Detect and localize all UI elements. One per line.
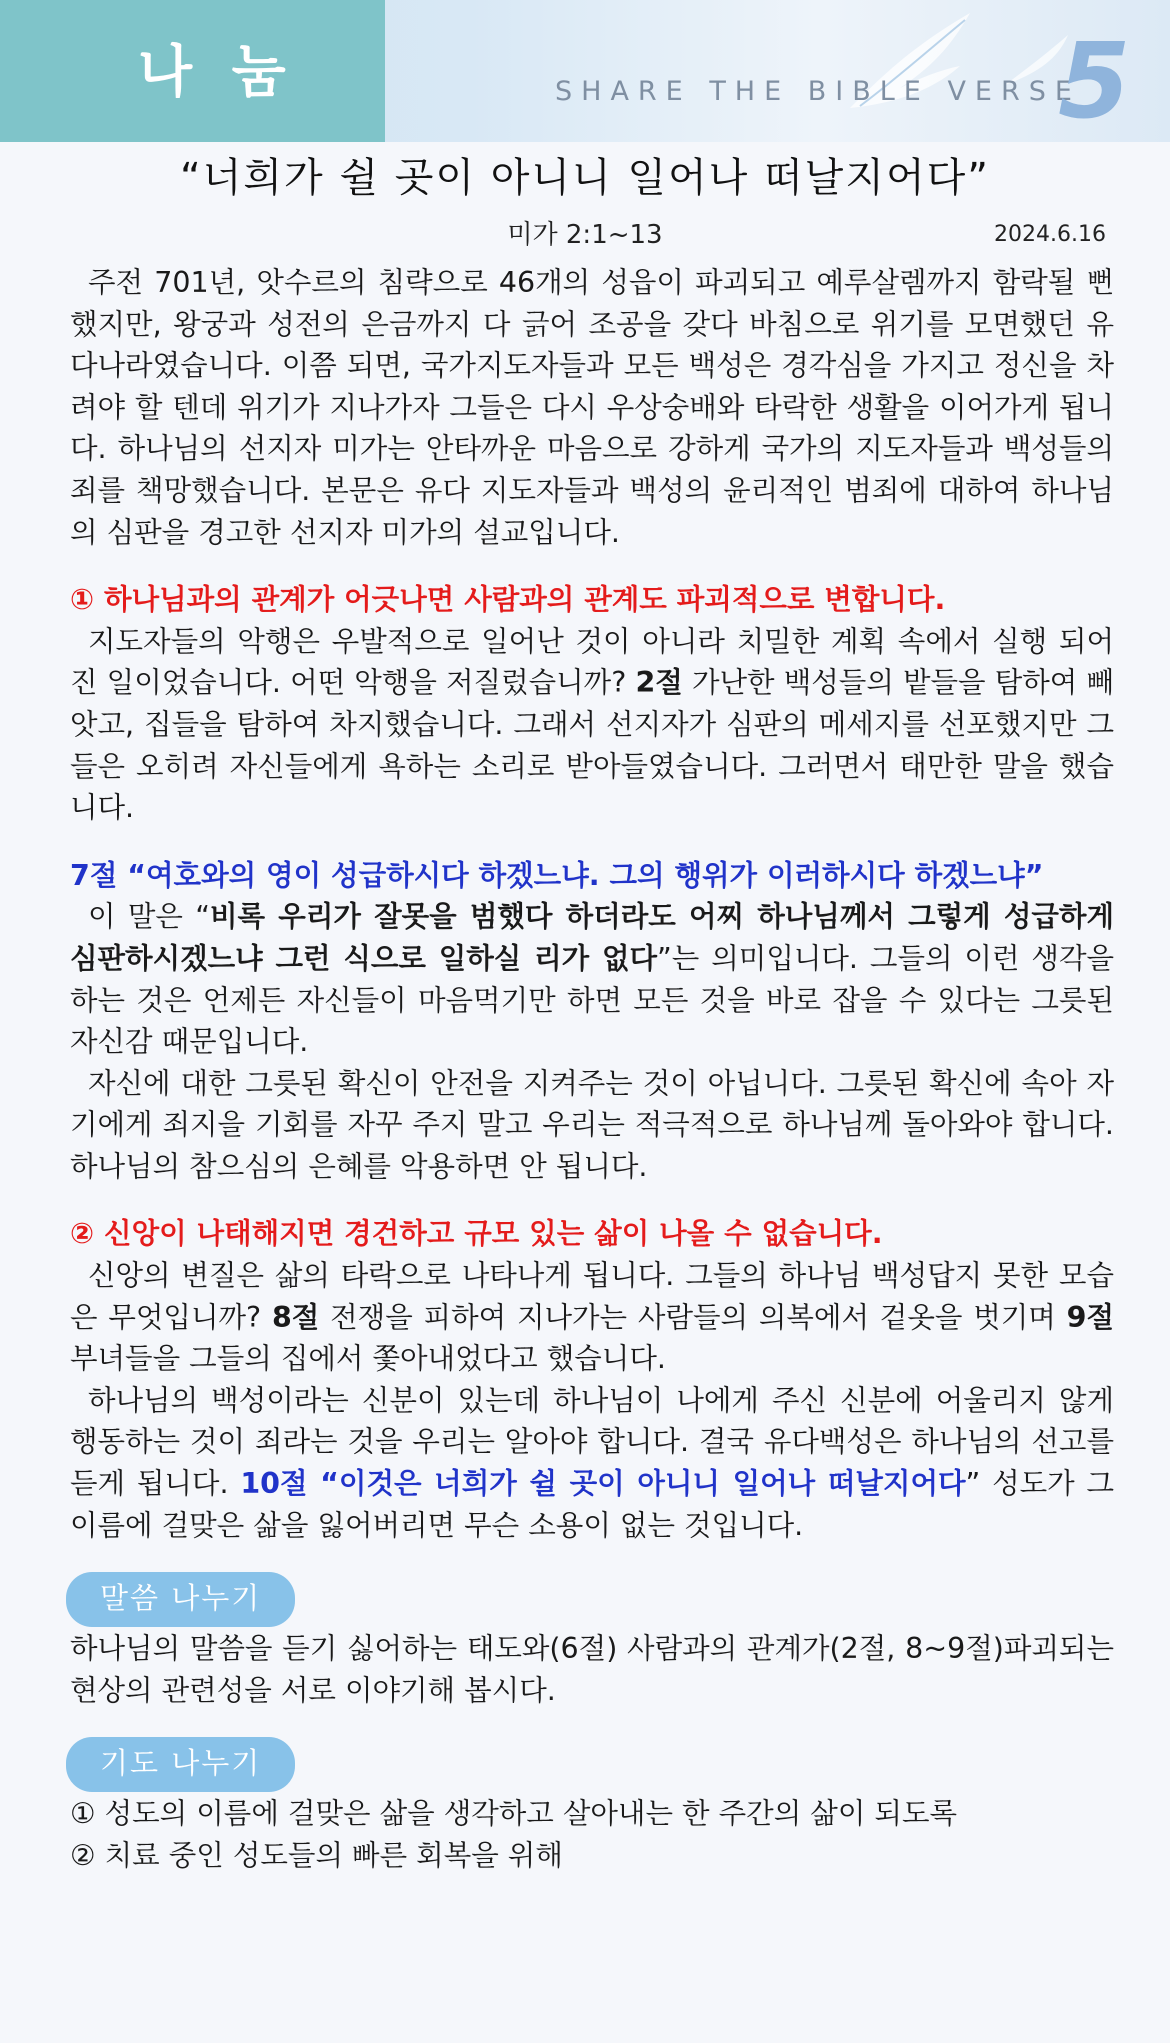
- section1-quote: 7절 “여호와의 영이 성급하시다 하겠느냐. 그의 행위가 이러하시다 하겠느냐”: [70, 858, 1044, 892]
- prayer-item: ① 성도의 이름에 걸맞은 삶을 생각하고 살아내는 한 주간의 삶이 되도록: [70, 1797, 958, 1831]
- page-header: [0, 0, 1170, 142]
- header-title: 나 눔: [138, 40, 296, 105]
- section1-heading: ① 하나님과의 관계가 어긋나면 사람과의 관계도 파괴적으로 변합니다.: [70, 583, 946, 617]
- section2-paragraph1: 신앙의 변질은 삶의 타락으로 나타나게 됩니다. 그들의 하나님 백성답지 못한 모습은 무엇입니까? 8절 전쟁을 피하여 지나가는 사람들의 의복에서 겉옷을 벗기며 9절 부녀들을 그들의 집에서 쫓아내었다고 했습니다.: [70, 1259, 1114, 1376]
- section2-paragraph2: 하나님의 백성이라는 신분이 있는데 하나님이 나에게 주신 신분에 어울리지 않게 행동하는 것이 죄라는 것을 우리는 알아야 합니다. 결국 유다백성은 하나님의 선고를 듣게 됩니다. 10절 “이것은 너희가 쉴 곳이 아니니 일어나 떠날지어다” 성도가 그 이름에 걸맞은 삶을 잃어버리면 무슨 소용이 없는 것입니다.: [70, 1383, 1115, 1542]
- header-number: 5: [1058, 20, 1131, 142]
- prayer-share-label: 기도 나누기: [66, 1737, 295, 1792]
- section1-paragraph1: 지도자들의 악행은 우발적으로 일어난 것이 아니라 치밀한 계획 속에서 실행 되어진 일이었습니다. 어떤 악행을 저질렀습니까? 2절 가난한 백성들의 밭들을 탐하여 빼앗고, 집들을 탐하여 차지했습니다. 그래서 선지자가 심판의 메세지를 선포했지만 그들은 오히려 자신들에게 욕하는 소리로 받아들였습니다. 그러면서 태만한 말을 했습니다.: [70, 624, 1114, 825]
- header-subtitle: SHARE THE BIBLE VERSE: [555, 76, 1081, 107]
- sermon-title: “너희가 쉴 곳이 아니니 일어나 떠날지어다”: [180, 155, 990, 201]
- word-share-label: 말씀 나누기: [66, 1572, 295, 1627]
- sermon-date: 2024.6.16: [994, 222, 1106, 247]
- sermon-body: [70, 262, 1114, 1877]
- scripture-reference: 미가 2:1~13: [507, 220, 663, 250]
- section1-paragraph2: 이 말은 “비록 우리가 잘못을 범했다 하더라도 어찌 하나님께서 그렇게 성급하게 심판하시겠느냐 그런 식으로 일하실 리가 없다”는 의미입니다. 그들의 이런 생각을 하는 것은 언제든 자신들이 마음먹기만 하면 모든 것을 바로 잡을 수 있다는 그릇된 자신감 때문입니다.: [70, 900, 1115, 1059]
- intro-paragraph: 주전 701년, 앗수르의 침략으로 46개의 성읍이 파괴되고 예루살렘까지 함락될 뻔했지만, 왕궁과 성전의 은금까지 다 긁어 조공을 갖다 바침으로 위기를 모면했던 유다나라였습니다. 이쯤 되면, 국가지도자들과 모든 백성은 경각심을 가지고 정신을 차려야 할 텐데 위기가 지나가자 그들은 다시 우상숭배와 타락한 생활을 이어가게 됩니다. 하나님의 선지자 미가는 안타까운 마음으로 강하게 국가의 지도자들과 백성들의 죄를 책망했습니다. 본문은 유다 지도자들과 백성의 윤리적인 범죄에 대하여 하나님의 심판을 경고한 선지자 미가의 설교입니다.: [70, 266, 1114, 549]
- prayer-item: ② 치료 중인 성도들의 빠른 회복을 위해: [70, 1839, 563, 1872]
- section1-paragraph3: 자신에 대한 그릇된 확신이 안전을 지켜주는 것이 아닙니다. 그릇된 확신에 속아 자기에게 죄지을 기회를 자꾸 주지 말고 우리는 적극적으로 하나님께 돌아와야 합니다. 하나님의 참으심의 은혜를 악용하면 안 됩니다.: [70, 1066, 1114, 1183]
- word-share-text: 하나님의 말씀을 듣기 싫어하는 태도와(6절) 사람과의 관계가(2절, 8~9절)파괴되는 현상의 관련성을 서로 이야기해 봅시다.: [70, 1632, 1114, 1707]
- section2-heading: ② 신앙이 나태해지면 경건하고 규모 있는 삶이 나올 수 없습니다.: [70, 1217, 883, 1251]
